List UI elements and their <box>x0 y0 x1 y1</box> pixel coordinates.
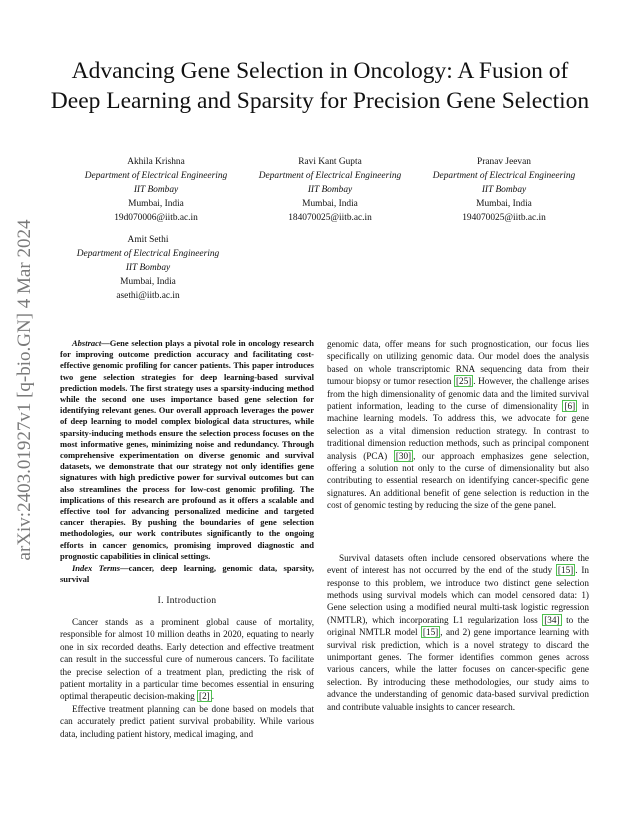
paragraph-text: . However, the challenge arises from the high dimensionality of genomic data and the limited survival patient information, leading to the curse of dimensionality <box>327 376 589 412</box>
citation-link[interactable]: [15] <box>422 627 439 638</box>
body-paragraph <box>327 338 589 512</box>
citation-link[interactable]: [6] <box>564 401 576 412</box>
author-block <box>50 233 246 303</box>
abstract <box>60 338 314 562</box>
paragraph-text: . <box>211 691 215 702</box>
paper-title: Advancing Gene Selection in Oncology: A Fusion of Deep Learning and Sparsity for Precision Gene Selection <box>50 58 590 114</box>
author-city: Mumbai, India <box>476 199 532 209</box>
paragraph-gap <box>327 512 589 532</box>
body-paragraph <box>60 616 314 703</box>
paragraph-gap <box>327 532 589 552</box>
citation-link[interactable]: [15] <box>557 565 574 576</box>
author-email: 19d070006@iitb.ac.in <box>114 213 198 223</box>
arxiv-identifier: arXiv:2403.01927v1 [q-bio.GN] 4 Mar 2024 <box>14 219 35 561</box>
index-terms <box>60 563 314 585</box>
index-terms-lead: Index Terms <box>72 563 121 574</box>
citation-link[interactable]: [2] <box>199 691 210 702</box>
author-email: 194070025@iitb.ac.in <box>462 213 546 223</box>
right-column <box>327 338 589 713</box>
left-column <box>60 338 314 740</box>
body-paragraph <box>327 552 589 713</box>
citation-link[interactable]: [25] <box>455 376 472 387</box>
abstract-text: —Gene selection plays a pivotal role in oncology research for improving outcome prediction accuracy and facilitating cost-effective genomic profiling for cancer patients. This paper introduces two gene selection strategies for deep learning-based survival prediction models. The first strategy uses a sparsity-inducing method while the second one uses importance based gene selection for identifying relevant genes. Our overall approach leverages the power of deep learning to model complex biological data structures, while sparsity-inducing methods ensure the selection process focuses on the most informative genes, minimizing noise and redundancy. Through comprehensive experimentation on diverse genomic and survival datasets, we demonstrate that our strategy not only identifies gene signatures with high predictive power for survival outcomes but can also streamlines the process for low-cost genomic profiling. The implications of this research are profound as it offers a scalable and effective tool for advancing personalized medicine and targeted cancer therapies. By pushing the boundaries of gene selection methodologies, our work contributes significantly to the ongoing efforts in cancer genomics, promising improved diagnostic and prognostic capabilities in clinical settings. <box>60 338 314 561</box>
abstract-lead: Abstract <box>72 338 102 348</box>
paragraph-text: to the original NMTLR model <box>327 614 589 638</box>
author-city: Mumbai, India <box>128 199 184 209</box>
paragraph-text: in machine learning models. To address this, we advocate for gene selection as a vital dimension reduction strategy. In contrast to traditional dimension reduction methods, such as principal component analysis (PCA) <box>327 401 589 461</box>
section-heading: I. Introduction <box>157 596 217 607</box>
citation-link[interactable]: [30] <box>395 450 412 461</box>
author-institution: IIT Bombay <box>481 185 527 195</box>
author-name: Akhila Krishna <box>127 157 185 167</box>
author-name: Pranav Jeevan <box>477 157 531 167</box>
arxiv-sidebar <box>10 160 40 620</box>
author-department: Department of Electrical Engineering <box>432 171 576 181</box>
author-block <box>232 155 428 225</box>
paragraph-text: . In response to this problem, we introduce two distinct gene selection methods using survival models which can model censored data: 1) Gene selection using a modified neural multi-task logistic regression (NMTLR), which incorporating L1 regularization loss <box>327 565 589 625</box>
paragraph-text: Cancer stands as a prominent global cause of mortality, responsible for almost 10 million deaths in 2020, equating to nearly one in six recorded deaths. Early detection and effective treatment can result in the successful cure of numerous cancers. To facilitate the precise selection of a treatment plan, predicting the risk of patient mortality in a particular time becomes essential in ensuring optimal therapeutic decision-making <box>60 616 314 702</box>
author-email: 184070025@iitb.ac.in <box>288 213 372 223</box>
author-name: Ravi Kant Gupta <box>298 157 362 167</box>
author-city: Mumbai, India <box>302 199 358 209</box>
author-city: Mumbai, India <box>120 277 176 287</box>
index-terms-text: —cancer, deep learning, genomic data, sparsity, survival <box>60 563 314 585</box>
paragraph-text: , and 2) gene importance learning with survival risk prediction, which is a novel strategy to discard the unimportant genes. The former identifies common genes across various cancers, while the latter focuses on cancer-specific gene selection. By introducing these methodologies, our study aims to advance the understanding of genomic data-based survival prediction and contribute valuable insights to cancer research. <box>327 627 589 712</box>
citation-link[interactable]: [34] <box>544 614 560 625</box>
author-block <box>58 155 254 225</box>
paragraph-text: genomic data, offer means for such prognostication, our focus lies specifically on utilizing genomic data. Our model does the analysis based on whole transcriptomic RNA sequencing data from their tumour biopsy or tumor resection <box>327 339 589 387</box>
body-paragraph: Effective treatment planning can be done based on models that can accurately predict patient survival probability. While various data, including patient history, medical imaging, and <box>60 703 314 739</box>
paragraph-text: Survival datasets often include censored observations where the event of interest has not occurred by the end of the study <box>327 552 589 576</box>
author-institution: IIT Bombay <box>133 185 179 195</box>
paragraph-text: , our approach emphasizes gene selection, offering a solution not only to the curse of dimensionality but also contributing to essential research on identifying cancer-specific gene signatures. An additional benefit of gene selection is reduction in the cost of genomic testing by reducing the size of the gene panel. <box>327 450 590 511</box>
author-name: Amit Sethi <box>127 235 169 245</box>
author-department: Department of Electrical Engineering <box>84 171 228 181</box>
author-institution: IIT Bombay <box>307 185 353 195</box>
author-department: Department of Electrical Engineering <box>258 171 402 181</box>
author-block <box>406 155 602 225</box>
author-department: Department of Electrical Engineering <box>76 249 220 259</box>
author-email: asethi@iitb.ac.in <box>116 291 180 301</box>
author-institution: IIT Bombay <box>125 263 171 273</box>
